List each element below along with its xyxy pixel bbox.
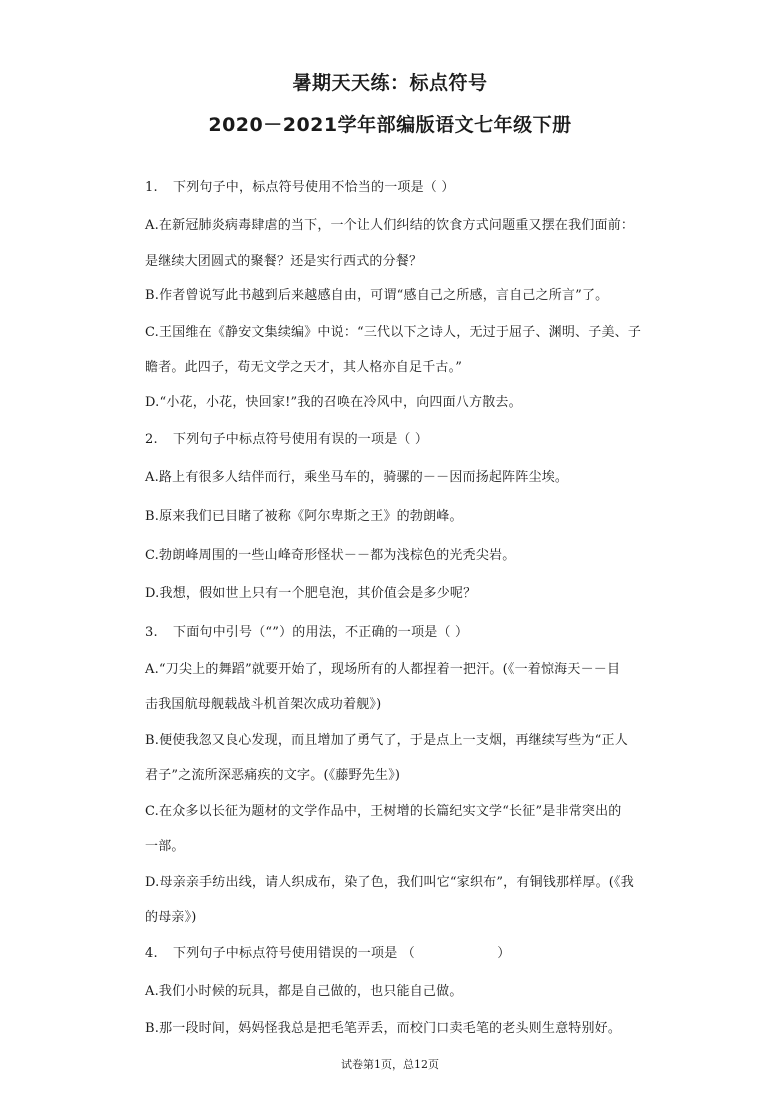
option-c-line-2: 一部。 [145,839,185,854]
option-a-line-2: 是继续大团圆式的聚餐？还是实行西式的分餐？ [145,254,423,269]
question-text: 下面句中引号（“”）的用法，不正确的一项是（ ） [173,625,469,640]
option-d-line-1: D.母亲亲手纺出线，请人织成布，染了色，我们叫它“家织布”，有铜钱那样厚。(《我 [145,875,634,890]
option-b: B.原来我们已目睹了被称《阿尔卑斯之王》的勃朗峰。 [145,509,463,524]
option-a-line-1: A.“刀尖上的舞蹈”就要开始了，现场所有的人都捏着一把汗。(《一着惊海天－－目 [145,662,621,677]
question-text: 下列句子中标点符号使用错误的一项是 （ ） [173,946,511,961]
option-a: A.我们小时候的玩具，都是自己做的，也只能自己做。 [145,984,463,999]
page-footer: 试卷第1页，总12页 [341,1058,439,1071]
option-c-line-1: C.在众多以长征为题材的文学作品中，王树增的长篇纪实文学“长征”是非常突出的 [145,804,622,819]
question-stem [145,625,468,641]
question-stem [145,432,428,448]
option-b: B.那一段时间，妈妈怪我总是把毛笔弄丢，而校门口卖毛笔的老头则生意特别好。 [145,1021,622,1036]
question-number: 3. [145,625,158,640]
document-subtitle: 2020－2021学年部编版语文七年级下册 [208,114,572,136]
option-b: B.作者曾说写此书越到后来越感自由，可谓“感自己之所感，言自己之所言”了。 [145,288,609,303]
question-number: 1. [145,180,158,195]
option-b-line-2: 君子”之流所深恶痛疾的文字。(《藤野先生》) [145,768,401,783]
question-number: 2. [145,432,158,447]
option-a-line-1: A.在新冠肺炎病毒肆虐的当下，一个让人们纠结的饮食方式问题重又摆在我们面前： [145,218,635,233]
option-d-line-2: 的母亲》) [145,910,197,925]
option-d: D.我想，假如世上只有一个肥皂泡，其价值会是多少呢？ [145,586,477,601]
option-a-line-2: 击我国航母舰载战斗机首架次成功着舰》) [145,697,382,712]
option-d: D.“小花，小花，快回家!”我的召唤在冷风中，向四面八方散去。 [145,395,522,410]
option-c-line-1: C.王国维在《静安文集续编》中说：“三代以下之诗人，无过于屈子、渊明、子美、子 [145,325,642,340]
question-stem [145,180,455,196]
question-stem [145,946,510,962]
option-c-line-2: 瞻者。此四子，苟无文学之天才，其人格亦自足千古。” [145,360,463,375]
question-text: 下列句子中，标点符号使用不恰当的一项是（ ） [173,180,455,195]
question-text: 下列句子中标点符号使用有误的一项是（ ） [173,432,429,447]
option-b-line-1: B.便使我忽又良心发现，而且增加了勇气了，于是点上一支烟，再继续写些为“正人 [145,733,628,748]
option-a: A.路上有很多人结伴而行，乘坐马车的，骑骡的－－因而扬起阵阵尘埃。 [145,470,569,485]
question-number: 4. [145,946,158,961]
option-c: C.勃朗峰周围的一些山峰奇形怪状－－都为浅棕色的光秃尖岩。 [145,548,516,563]
document-title: 暑期天天练：标点符号 [292,72,488,94]
